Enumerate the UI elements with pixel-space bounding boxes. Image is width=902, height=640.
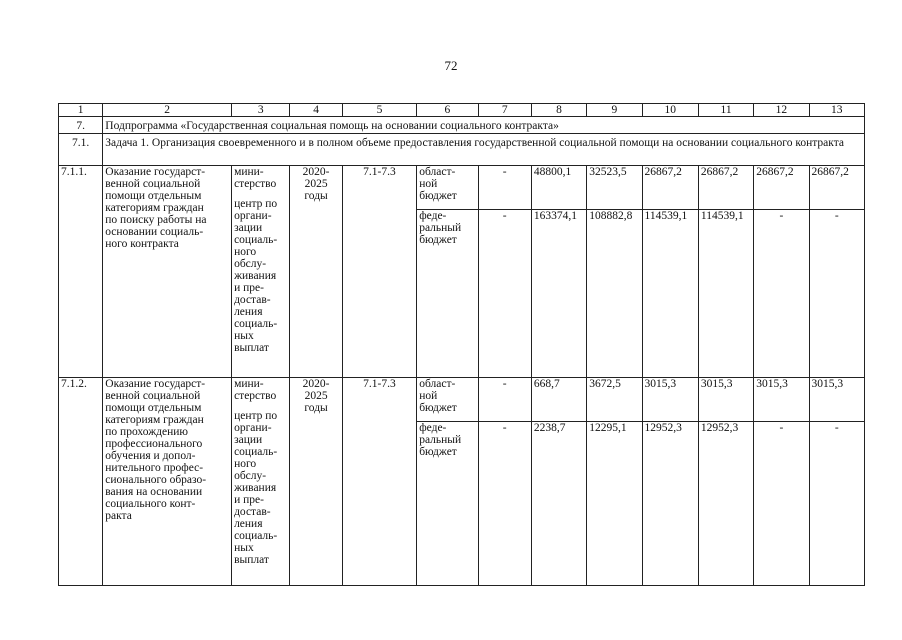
text-line: органи- [234,210,272,222]
value-col11: 114539,1 [698,210,753,378]
text-line: 2020- [302,166,330,178]
measure-name [103,166,232,378]
measure-name [103,378,232,586]
text-line: социального конт- [105,498,196,510]
value-col12: - [754,210,809,378]
page-number: 72 [444,58,458,73]
text-line: достав- [234,294,271,306]
text-line: стерство [234,390,277,402]
value-col9: 12295,1 [587,422,642,586]
column-number: 5 [342,104,416,117]
table-row [59,166,865,210]
text-line: центр по [234,410,278,422]
value-col10: 12952,3 [642,422,698,586]
text-line: бюджет [419,234,457,246]
value-col10: 26867,2 [642,166,698,210]
value-col13: - [809,422,864,586]
text-line: ного контракта [105,238,179,250]
text-line: годы [304,402,328,414]
text-line: выплат [234,554,269,566]
text-line: венной социальной [105,178,201,190]
text-line: 2025 [304,178,328,190]
text-line: выплат [234,342,269,354]
text-line: социаль- [234,530,278,542]
column-number-row [59,104,865,117]
text-line: венной социальной [105,390,201,402]
text-line: стерство [234,178,277,190]
text-line: помощи отдельным [105,190,202,202]
task-number: 7.1. [59,134,103,166]
text-line: основании социаль- [105,226,204,238]
task-title: Задача 1. Организация своевременного и в полном объеме предоставления государственной социальной помощи на основании социального контракта [103,134,865,166]
period [290,378,342,586]
funding-source [417,210,478,378]
program-table [58,103,865,586]
text-line: Оказание государст- [105,378,206,390]
text-line: категориям граждан [105,202,204,214]
text-line: живания [234,482,277,494]
table-row [59,378,865,422]
text-line: ления [234,518,263,530]
text-line: зации [234,222,263,234]
subprogram-number: 7. [59,117,103,134]
value-col8: 2238,7 [531,422,586,586]
text-line: ных [234,330,254,342]
value-col13: 3015,3 [809,378,864,422]
text-line: Оказание государст- [105,166,206,178]
text-line: мини- [234,378,264,390]
text-line: бюджет [419,402,457,414]
text-line: ной [419,390,438,402]
text-line: бюджет [419,190,457,202]
text-line: и пре- [234,494,264,506]
text-line: профессионального [105,438,203,450]
column-number: 2 [103,104,232,117]
funding-source [417,378,478,422]
value-col12: - [754,422,809,586]
text-line: област- [419,166,456,178]
value-col13: - [809,210,864,378]
text-line: ного [234,458,257,470]
text-line: зации [234,434,263,446]
value-col9: 108882,8 [587,210,642,378]
text-line: бюджет [419,446,457,458]
text-line: социаль- [234,234,278,246]
text-line: вания на основании [105,486,203,498]
column-number: 11 [698,104,753,117]
value-col8: 668,7 [531,378,586,422]
executor [232,378,290,586]
value-col9: 3672,5 [587,378,642,422]
value-col9: 32523,5 [587,166,642,210]
text-line: нительного профес- [105,462,204,474]
text-line: 2025 [304,390,328,402]
value-col11: 3015,3 [698,378,753,422]
text-line: област- [419,378,456,390]
text-line: мини- [234,166,264,178]
text-line: ральный [419,434,462,446]
value-col13: 26867,2 [809,166,864,210]
text-line: ного [234,246,257,258]
text-line: центр по [234,198,278,210]
measure-number: 7.1.2. [59,378,103,586]
text-line: по поиску работы на [105,214,207,226]
text-line: годы [304,190,328,202]
text-line: органи- [234,422,272,434]
text-line: обучения и допол- [105,450,196,462]
text-line: ракта [105,510,132,522]
value-col8: 163374,1 [531,210,586,378]
text-line: и пре- [234,282,264,294]
text-line: социаль- [234,446,278,458]
value-col10: 114539,1 [642,210,698,378]
text-line: сионального образо- [105,474,207,486]
column-number: 1 [59,104,103,117]
measure-number: 7.1.1. [59,166,103,378]
text-line: категориям граждан [105,414,204,426]
value-col12: 26867,2 [754,166,809,210]
column-number: 9 [587,104,642,117]
text-line: ных [234,542,254,554]
text-line: достав- [234,506,271,518]
column-number: 6 [417,104,478,117]
funding-source [417,422,478,586]
period [290,166,342,378]
value-col12: 3015,3 [754,378,809,422]
subprogram-title: Подпрограмма «Государственная социальная помощь на основании социального контракта» [103,117,865,134]
value-col10: 3015,3 [642,378,698,422]
task-row [59,134,865,166]
text-line: феде- [419,422,447,434]
value-col11: 26867,2 [698,166,753,210]
column-number: 8 [531,104,586,117]
measures-body [59,166,865,586]
indicator: 7.1-7.3 [342,378,416,586]
text-line: помощи отдельным [105,402,202,414]
subprogram-row [59,117,865,134]
text-line: живания [234,270,277,282]
executor [232,166,290,378]
text-line: обслу- [234,258,267,270]
column-number: 7 [478,104,531,117]
value-col8: 48800,1 [531,166,586,210]
text-line: социаль- [234,318,278,330]
text-line: по прохождению [105,426,188,438]
column-number: 4 [290,104,342,117]
text-line: обслу- [234,470,267,482]
column-number: 3 [232,104,290,117]
column-number: 10 [642,104,698,117]
text-line: ления [234,306,263,318]
text-line: феде- [419,210,447,222]
value-col7: - [478,378,531,422]
value-col7: - [478,422,531,586]
text-line: 2020- [302,378,330,390]
text-line: ной [419,178,438,190]
indicator: 7.1-7.3 [342,166,416,378]
value-col7: - [478,210,531,378]
value-col11: 12952,3 [698,422,753,586]
text-line: ральный [419,222,462,234]
funding-source [417,166,478,210]
value-col7: - [478,166,531,210]
column-number: 12 [754,104,809,117]
column-number: 13 [809,104,864,117]
